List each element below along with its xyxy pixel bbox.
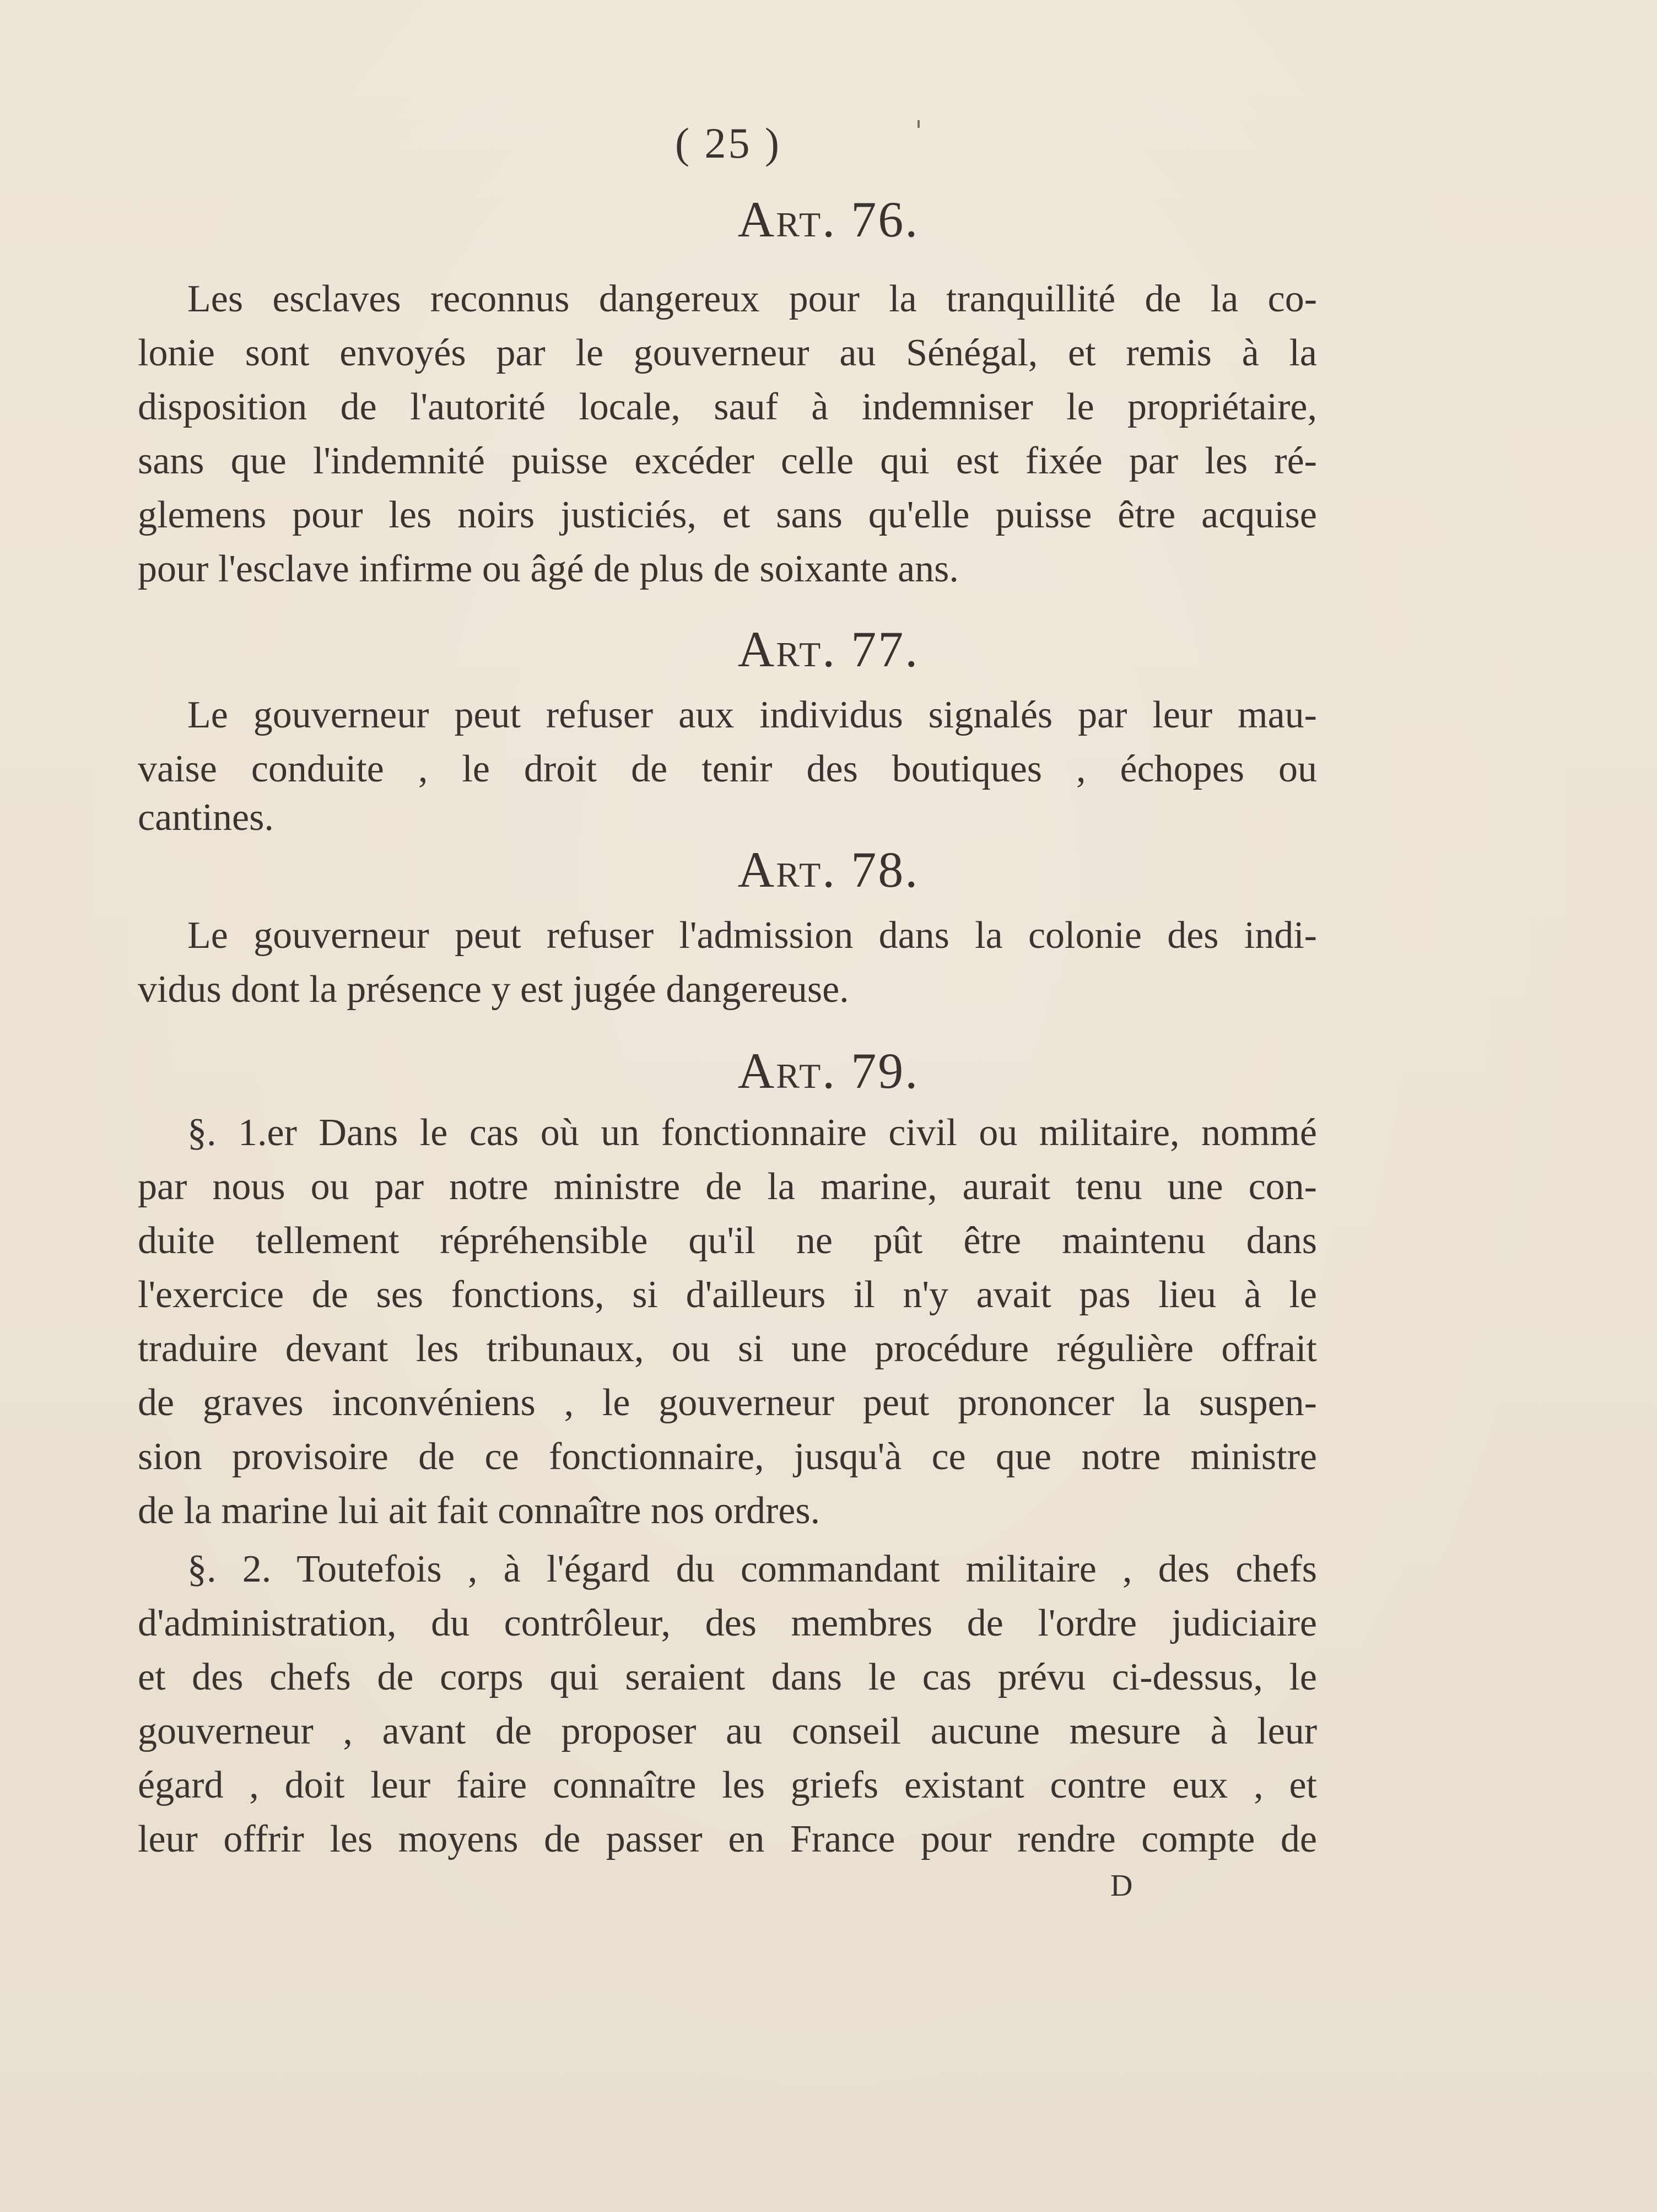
article-79-line: égard , doit leur faire connaître les griefs existant contre eux , et xyxy=(138,1764,1317,1806)
article-79-line: de la marine lui ait fait connaître nos ordres. xyxy=(138,1490,821,1532)
article-79-line: et des chefs de corps qui seraient dans le cas prévu ci-dessus, le xyxy=(138,1656,1317,1698)
article-77-line: vaise conduite , le droit de tenir des boutiques , échopes ou xyxy=(138,748,1317,790)
article-76-line: Les esclaves reconnus dangereux pour la tranquillité de la co- xyxy=(187,278,1317,320)
article-78-heading xyxy=(0,840,1657,899)
article-79-line: traduire devant les tribunaux, ou si une procédure régulière offrait xyxy=(138,1328,1317,1370)
article-label: Art. xyxy=(737,841,837,898)
article-79-line: leur offrir les moyens de passer en France pour rendre compte de xyxy=(138,1818,1317,1860)
article-number: 78. xyxy=(851,841,920,898)
article-79-line: duite tellement répréhensible qu'il ne pût être maintenu dans xyxy=(138,1220,1317,1262)
article-79-line: d'administration, du contrôleur, des membres de l'ordre judiciaire xyxy=(138,1602,1317,1644)
article-79-line: par nous ou par notre ministre de la marine, aurait tenu une con- xyxy=(138,1166,1317,1208)
paper-speck xyxy=(917,120,920,128)
article-78-line: Le gouverneur peut refuser l'admission dans la colonie des indi- xyxy=(187,914,1317,957)
article-label: Art. xyxy=(737,191,837,247)
article-76-heading xyxy=(0,190,1657,249)
article-78-line: vidus dont la présence y est jugée dangereuse. xyxy=(138,968,849,1011)
article-76-line: lonie sont envoyés par le gouverneur au Sénégal, et remis à la xyxy=(138,332,1317,374)
article-79-line: sion provisoire de ce fonctionnaire, jusqu'à ce que notre ministre xyxy=(138,1436,1317,1478)
article-number: 77. xyxy=(851,621,920,677)
article-79-line: de graves inconvéniens , le gouverneur peut prononcer la suspen- xyxy=(138,1382,1317,1424)
article-label: Art. xyxy=(737,1043,837,1099)
article-79-line: §. 2. Toutefois , à l'égard du commandant militaire , des chefs xyxy=(187,1548,1317,1590)
article-76-line: pour l'esclave infirme ou âgé de plus de soixante ans. xyxy=(138,548,959,590)
article-label: Art. xyxy=(737,621,837,677)
article-79-heading xyxy=(0,1042,1657,1100)
article-79-line: gouverneur , avant de proposer au conseil aucune mesure à leur xyxy=(138,1710,1317,1752)
article-number: 76. xyxy=(851,191,920,247)
article-76-line: sans que l'indemnité puisse excéder celle qui est fixée par les ré- xyxy=(138,440,1317,482)
article-77-line: Le gouverneur peut refuser aux individus signalés par leur mau- xyxy=(187,694,1317,736)
article-76-line: glemens pour les noirs justiciés, et sans qu'elle puisse être acquise xyxy=(138,494,1317,536)
article-76-line: disposition de l'autorité locale, sauf à indemniser le propriétaire, xyxy=(138,386,1317,428)
article-77-line: cantines. xyxy=(138,796,274,839)
article-79-line: l'exercice de ses fonctions, si d'ailleurs il n'y avait pas lieu à le xyxy=(138,1274,1317,1316)
article-79-line: §. 1.er Dans le cas où un fonctionnaire civil ou militaire, nommé xyxy=(187,1112,1317,1154)
page-number: ( 25 ) xyxy=(675,119,781,167)
article-77-heading xyxy=(0,620,1657,678)
signature-mark: D xyxy=(1110,1869,1133,1903)
article-number: 79. xyxy=(851,1043,920,1099)
